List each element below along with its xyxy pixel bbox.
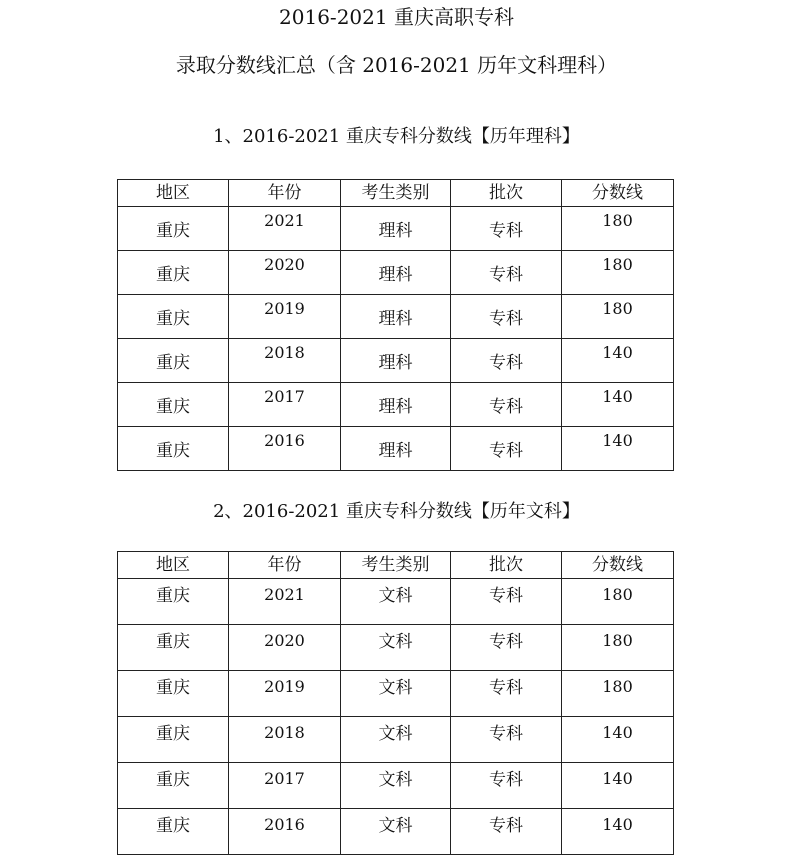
cell-score: 140 <box>562 383 674 427</box>
column-header-batch: 批次 <box>451 552 562 579</box>
cell-batch: 专科 <box>451 717 562 763</box>
cell-year: 2018 <box>229 717 341 763</box>
table-row <box>118 763 674 809</box>
column-header-region: 地区 <box>118 180 229 207</box>
cell-category: 理科 <box>341 339 451 383</box>
cell-year: 2020 <box>229 251 341 295</box>
table-row <box>118 427 674 471</box>
section-heading-liberal-arts: 2、2016-2021 重庆专科分数线【历年文科】 <box>213 501 580 522</box>
cell-batch: 专科 <box>451 763 562 809</box>
cell-region: 重庆 <box>118 339 229 383</box>
cell-score: 140 <box>562 763 674 809</box>
column-header-region: 地区 <box>118 552 229 579</box>
cell-score: 140 <box>562 339 674 383</box>
table-row <box>118 207 674 251</box>
table-row <box>118 717 674 763</box>
cell-year: 2016 <box>229 809 341 855</box>
cell-region: 重庆 <box>118 295 229 339</box>
score-table-science <box>117 179 674 471</box>
table-row <box>118 383 674 427</box>
cell-region: 重庆 <box>118 251 229 295</box>
cell-category: 文科 <box>341 809 451 855</box>
cell-category: 理科 <box>341 295 451 339</box>
page-title: 2016-2021 重庆高职专科 <box>279 5 514 29</box>
cell-region: 重庆 <box>118 763 229 809</box>
cell-year: 2017 <box>229 383 341 427</box>
cell-year: 2020 <box>229 625 341 671</box>
cell-score: 180 <box>562 251 674 295</box>
cell-batch: 专科 <box>451 427 562 471</box>
table-row <box>118 809 674 855</box>
column-header-year: 年份 <box>229 552 341 579</box>
cell-year: 2018 <box>229 339 341 383</box>
cell-category: 文科 <box>341 625 451 671</box>
cell-category: 理科 <box>341 207 451 251</box>
cell-category: 文科 <box>341 717 451 763</box>
cell-score: 180 <box>562 671 674 717</box>
cell-batch: 专科 <box>451 671 562 717</box>
cell-category: 文科 <box>341 763 451 809</box>
cell-batch: 专科 <box>451 809 562 855</box>
column-header-score: 分数线 <box>562 552 674 579</box>
section-heading-science: 1、2016-2021 重庆专科分数线【历年理科】 <box>213 126 580 147</box>
cell-category: 理科 <box>341 251 451 295</box>
cell-score: 140 <box>562 427 674 471</box>
cell-year: 2016 <box>229 427 341 471</box>
cell-score: 180 <box>562 295 674 339</box>
cell-category: 文科 <box>341 579 451 625</box>
cell-batch: 专科 <box>451 579 562 625</box>
cell-category: 理科 <box>341 383 451 427</box>
column-header-score: 分数线 <box>562 180 674 207</box>
cell-batch: 专科 <box>451 295 562 339</box>
cell-region: 重庆 <box>118 625 229 671</box>
cell-batch: 专科 <box>451 251 562 295</box>
table-row <box>118 625 674 671</box>
column-header-category: 考生类别 <box>341 180 451 207</box>
cell-year: 2019 <box>229 295 341 339</box>
cell-year: 2021 <box>229 207 341 251</box>
cell-category: 理科 <box>341 427 451 471</box>
cell-batch: 专科 <box>451 207 562 251</box>
cell-region: 重庆 <box>118 671 229 717</box>
cell-score: 180 <box>562 207 674 251</box>
cell-category: 文科 <box>341 671 451 717</box>
cell-year: 2019 <box>229 671 341 717</box>
cell-region: 重庆 <box>118 427 229 471</box>
table-row <box>118 295 674 339</box>
cell-score: 140 <box>562 717 674 763</box>
cell-score: 180 <box>562 625 674 671</box>
cell-batch: 专科 <box>451 339 562 383</box>
column-header-category: 考生类别 <box>341 552 451 579</box>
cell-region: 重庆 <box>118 383 229 427</box>
column-header-batch: 批次 <box>451 180 562 207</box>
table-header-row <box>118 180 674 207</box>
cell-score: 140 <box>562 809 674 855</box>
cell-region: 重庆 <box>118 717 229 763</box>
table-row <box>118 579 674 625</box>
column-header-year: 年份 <box>229 180 341 207</box>
cell-year: 2017 <box>229 763 341 809</box>
table-row <box>118 671 674 717</box>
score-table-liberal-arts <box>117 551 674 855</box>
cell-year: 2021 <box>229 579 341 625</box>
cell-batch: 专科 <box>451 383 562 427</box>
cell-score: 180 <box>562 579 674 625</box>
page-subtitle: 录取分数线汇总（含 2016-2021 历年文科理科） <box>175 53 618 77</box>
cell-region: 重庆 <box>118 809 229 855</box>
cell-region: 重庆 <box>118 579 229 625</box>
cell-batch: 专科 <box>451 625 562 671</box>
table-row <box>118 251 674 295</box>
table-row <box>118 339 674 383</box>
cell-region: 重庆 <box>118 207 229 251</box>
table-header-row <box>118 552 674 579</box>
